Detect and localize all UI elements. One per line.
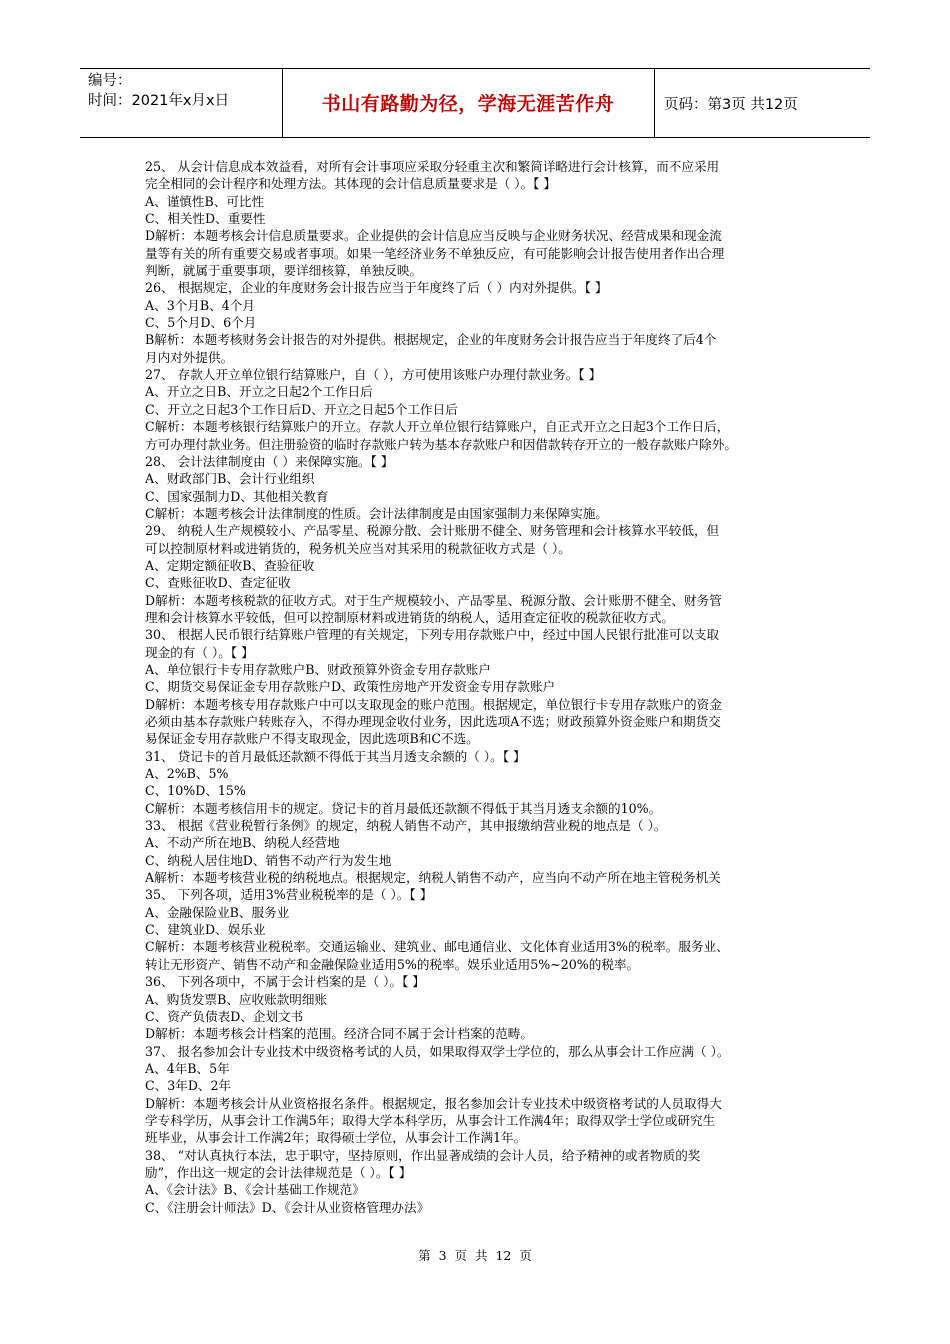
- text-line: C、资产负债表D、企划文书: [145, 1008, 304, 1024]
- text-line: 量等有关的所有重要交易或者事项。如果一笔经济业务不单独反应，有可能影响会计报告使用者作出合理: [145, 245, 725, 261]
- text-line: 方可办理付款业务。但注册验资的临时存款账户转为基本存款账户和因借款转存开立的一般存款账户除外。: [145, 436, 737, 452]
- text-line: 37、 报名参加会计专业技术中级资格考试的人员，如果取得双学士学位的，那么从事会计工作应满（ ）。: [145, 1043, 730, 1059]
- header-page-info: 页码：第3页 共12页: [664, 97, 798, 113]
- text-line: 学专科学历，从事会计工作满5年；取得大学本科学历，从事会计工作满4年；取得双学士学位或研究生: [145, 1112, 716, 1128]
- document-time-label: 时间：2021年x月x日: [88, 93, 230, 109]
- text-line: 月内对外提供。: [145, 349, 234, 365]
- text-line: 25、 从会计信息成本效益看，对所有会计事项应采取分轻重主次和繁简详略进行会计核算，而不应采用: [145, 159, 720, 174]
- text-line: C、期货交易保证金专用存款账户D、政策性房地产开发资金专用存款账户: [145, 679, 556, 695]
- text-line: A、开立之日B、开立之日起2个工作日后: [145, 384, 373, 400]
- header-meta: [88, 71, 229, 111]
- header-motto: 书山有路勤为径，学海无涯苦作舟: [321, 93, 615, 115]
- text-line: 35、 下列各项，适用3%营业税税率的是（ ）。【 】: [145, 887, 433, 903]
- text-line: A、3个月B、4个月: [145, 297, 255, 313]
- page-footer: [0, 1246, 950, 1264]
- text-line: B解析：本题考核财务会计报告的对外提供。根据规定，企业的年度财务会计报告应当于年度终了后4个: [145, 332, 717, 348]
- text-line: 26、 根据规定，企业的年度财务会计报告应当于年度终了后（ ）内对外提供。【 】: [145, 280, 608, 296]
- text-line: C解析：本题考核银行结算账户的开立。存款人开立单位银行结算账户，自正式开立之日起3个工作日后，: [145, 419, 730, 435]
- text-line: 30、 根据人民币银行结算账户管理的有关规定，下列专用存款账户中，经过中国人民银行批准可以支取: [145, 627, 720, 643]
- text-line: D解析：本题考核会计从业资格报名条件。根据规定，报名参加会计专业技术中级资格考试的人员取得大: [145, 1095, 722, 1111]
- text-line: C、10%D、15%: [145, 783, 246, 799]
- text-line: D解析：本题考核税款的征收方式。对于生产规模较小、产品零星、税源分散、会计账册不健全、财务管: [145, 592, 722, 608]
- text-line: C解析：本题考核营业税税率。交通运输业、建筑业、邮电通信业、文化体育业适用3%的税率。服务业、: [145, 939, 729, 955]
- text-line: A、不动产所在地B、纳税人经营地: [145, 835, 340, 851]
- text-line: C、纳税人居住地D、销售不动产行为发生地: [145, 852, 392, 868]
- text-line: 29、 纳税人生产规模较小、产品零星、税源分散、会计账册不健全、财务管理和会计核算水平较低，但: [145, 523, 720, 539]
- text-line: A、谨慎性B、可比性: [145, 193, 265, 209]
- footer-page-number: 第 3 页 共 12 页: [418, 1248, 532, 1263]
- text-line: 33、 根据《营业税暂行条例》的规定，纳税人销售不动产，其申报缴纳营业税的地点是（ ）。: [145, 818, 667, 834]
- text-line: D解析：本题考核会计档案的范围。经济合同不属于会计档案的范畴。: [145, 1026, 533, 1042]
- text-line: 易保证金专用存款账户不得支取现金，因此选项B和C不选。: [145, 731, 479, 747]
- text-line: A、金融保险业B、服务业: [145, 904, 290, 920]
- text-line: A、《会计法》B、《会计基础工作规范》: [145, 1182, 365, 1198]
- text-line: 可以控制原材料或进销货的，税务机关应当对其采用的税款征收方式是（ ）。: [145, 540, 571, 556]
- text-line: 转让无形资产、销售不动产和金融保险业适用5%的税率。娱乐业适用5%~20%的税率。: [145, 956, 640, 972]
- text-line: A、财政部门B、会计行业组织: [145, 471, 315, 487]
- text-line: 31、 贷记卡的首月最低还款额不得低于其当月透支余额的（ ）。【 】: [145, 748, 526, 764]
- text-line: 理和会计核算水平较低，但可以控制原材料或进销货的纳税人，适用查定征收的税款征收方式。: [145, 609, 674, 625]
- text-line: 必须由基本存款账户转账存入，不得办理现金收付业务，因此选项A不选；财政预算外资金账户和期货交: [145, 714, 721, 729]
- text-line: C、5个月D、6个月: [145, 315, 257, 331]
- text-line: A解析：本题考核营业税的纳税地点。根据规定，纳税人销售不动产，应当向不动产所在地主管税务机关: [145, 870, 721, 886]
- text-line: C、开立之日起3个工作日后D、开立之日起5个工作日后: [145, 401, 458, 417]
- text-line: A、购货发票B、应收账款明细账: [145, 991, 328, 1007]
- page-header: [80, 68, 870, 138]
- header-divider: [654, 69, 655, 137]
- text-line: 现金的有（ ）。【 】: [145, 644, 254, 660]
- text-line: C、建筑业D、娱乐业: [145, 922, 266, 938]
- text-line: D解析：本题考核会计信息质量要求。企业提供的会计信息应当反映与企业财务状况、经营成果和现金流: [145, 228, 722, 244]
- text-line: 班毕业，从事会计工作满2年；取得硕士学位，从事会计工作满1年。: [145, 1130, 527, 1146]
- text-line: A、2%B、5%: [145, 766, 229, 782]
- document-number-label: 编号：: [88, 73, 132, 89]
- text-line: C、国家强制力D、其他相关教育: [145, 488, 329, 504]
- text-line: 励”，作出这一规定的会计法律规范是（ ）。【 】: [145, 1164, 412, 1180]
- text-line: 36、 下列各项中，不属于会计档案的是（ ）。【 】: [145, 974, 425, 990]
- document-body: [145, 158, 813, 1216]
- text-line: C、相关性D、重要性: [145, 211, 266, 227]
- text-line: A、定期定额征收B、查验征收: [145, 557, 315, 573]
- text-line: C、《注册会计师法》D、《会计从业资格管理办法》: [145, 1199, 430, 1215]
- text-line: C解析：本题考核会计法律制度的性质。会计法律制度是由国家强制力来保障实施。: [145, 505, 609, 521]
- text-line: C、查账征收D、查定征收: [145, 575, 291, 591]
- text-line: 完全相同的会计程序和处理方法。其体现的会计信息质量要求是（ ）。【 】: [145, 176, 557, 192]
- text-line: 28、 会计法律制度由（ ）来保障实施。【 】: [145, 453, 394, 469]
- text-line: 38、 “对认真执行本法，忠于职守，坚持原则，作出显著成绩的会计人员，给予精神的或者物质的奖: [145, 1147, 701, 1163]
- text-line: A、单位银行卡专用存款账户B、财政预算外资金专用存款账户: [145, 661, 491, 677]
- text-line: C、3年D、2年: [145, 1078, 232, 1094]
- text-line: 判断，就属于重要事项，要详细核算，单独反映。: [145, 263, 423, 279]
- text-line: 27、 存款人开立单位银行结算账户，自（ ），方可使用该账户办理付款业务。【 】: [145, 367, 602, 383]
- text-line: D解析：本题考核专用存款账户中可以支取现金的账户范围。根据规定，单位银行卡专用存款账户的资金: [145, 696, 722, 712]
- text-line: C解析：本题考核信用卡的规定。贷记卡的首月最低还款额不得低于其当月透支余额的10%。: [145, 800, 662, 816]
- text-line: A、4年B、5年: [145, 1060, 230, 1076]
